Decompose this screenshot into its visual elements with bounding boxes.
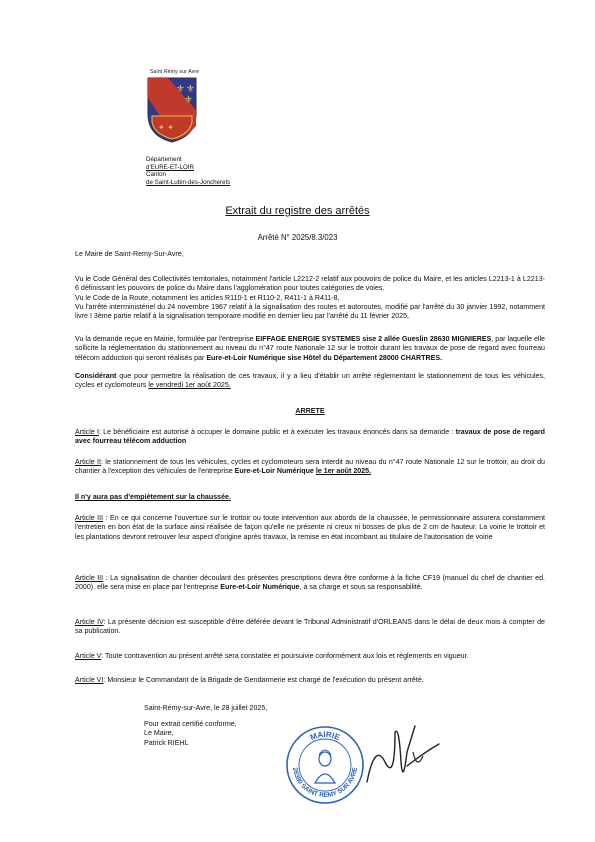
article-4 <box>75 618 545 637</box>
vu-section <box>75 275 545 321</box>
considerant-text: que pour permettre la réalisation de ces travaux, il y a lieu d'établir un arrêté réglementant le stationnement de tous les véhicules, cycles et cyclomoteurs <box>75 372 545 390</box>
dept-name: d'EURE-ET-LOIR <box>146 163 194 171</box>
article-4-text: : La présente décision est susceptible d'être déférée devant le Tribunal Administratif d'ORLEANS dans le délai de deux mois à compter de sa publication. <box>75 618 545 636</box>
article-3b-bold: Eure-et-Loir Numérique <box>220 583 300 592</box>
article-6-text: : Monsieur le Commandant de la Brigade de Gendarmerie est chargé de l'exécution du présent arrêté. <box>103 676 424 684</box>
article-2-label: Article II <box>75 458 101 466</box>
signature-block <box>144 704 267 748</box>
considerant-lead: Considérant <box>75 372 117 380</box>
canton-label: Canton <box>146 171 166 179</box>
company-name: EIFFAGE ENERGIE SYSTEMES sise 2 allée Gueslin 28630 MIGNIERES <box>255 335 492 343</box>
canton-name: de Saint-Lubin-des-Joncherets <box>146 178 231 186</box>
vu-paragraph: Vu le Code Général des Collectivités territoriales, notamment l'article L2212-2 relatif aux pouvoirs de police du Maire, et les articles L2213-1 à L2213-6 définissant les pouvoirs de police du Maire dans l'agglomération pour toutes catégories de voies. <box>75 275 545 293</box>
article-3 <box>75 514 545 542</box>
certified-text: Pour extrait certifié conforme, <box>144 720 237 729</box>
article-2-bold: Eure-et-Loir Numérique <box>234 467 314 476</box>
article-1-text: : Le bénéficiaire est autorisé à occuper le domaine public et à exécuter les travaux énoncés dans sa demande : <box>98 428 456 436</box>
article-1-label: Article I <box>75 428 99 436</box>
vu-demande-text: Vu la demande reçue en Mairie, formulée par l'entreprise <box>75 335 256 343</box>
dept-label: Département <box>146 156 182 163</box>
no-encroachment-note <box>75 493 545 502</box>
article-2-date: le 1er août 2025. <box>315 467 372 476</box>
svg-text:⚜: ⚜ <box>186 84 195 95</box>
article-3b-text: : La signalisation de chantier découlant des présentes prescriptions devra être conforme à la fiche CF19 (manuel du chef de chantier ed. 2000). elle sera mise en place par l'entreprise <box>75 574 545 592</box>
considerant-paragraph <box>75 372 545 391</box>
mairie-stamp <box>285 725 365 805</box>
department-block <box>146 156 230 186</box>
considerant-date: le vendredi 1er août 2025. <box>148 381 231 390</box>
mayor-role: Le Maire, <box>144 729 174 738</box>
stamp-top-text: MAIRIE <box>308 729 342 743</box>
svg-text:⚜: ⚜ <box>184 95 193 106</box>
article-3-label: Article III <box>75 514 104 522</box>
arrete-number: Arrêté N° 2025/8.3/023 <box>257 233 338 242</box>
svg-text:⚜: ⚜ <box>176 84 185 95</box>
document-title: Extrait du registre des arrêtés <box>225 205 370 217</box>
article-1 <box>75 428 545 447</box>
vu-paragraph: Vu le Code de la Route, notamment les articles R110-1 et R110-2, R411-1 à R411-8, <box>75 293 340 302</box>
arrete-heading-text: ARRETE <box>295 407 325 415</box>
article-2 <box>75 458 545 477</box>
stamp-bottom-text: 28380 SAINT REMY SUR AVRE <box>291 767 359 800</box>
intro-text: Le Maire de Saint-Remy-Sur-Avre, <box>75 250 184 258</box>
article-1-bold: travaux de pose de regard avec fourreau télécom adduction <box>75 428 546 446</box>
article-3b-end: , à sa charge et sous sa responsabilité. <box>299 583 423 592</box>
article-3-text: : En ce qui concerne l'ouverture sur le trottoir ou toute intervention aux abords de la chaussée, le permissionnaire assurera constamment l'entretien en bon état de la surface ainsi réalisée de façon qu'elle ne présente ni creux ni bosses de plus de 2 cm de hauteur. La voirie le trottoir et les plantations devront retrouver leur aspect d'origine après travaux, la remise en état incombant au titulaire de l'autorisation de voirie <box>75 514 546 541</box>
handwritten-signature <box>355 722 455 792</box>
vu-demande-paragraph <box>75 335 545 363</box>
article-5 <box>75 652 545 661</box>
arrete-heading <box>75 407 545 416</box>
svg-text:✦ ✦: ✦ ✦ <box>158 123 174 132</box>
article-3b-label: Article III <box>75 574 104 582</box>
article-6 <box>75 676 545 685</box>
vu-paragraph: Vu l'arrêté interministériel du 24 novembre 1967 relatif à la signalisation des routes et autoroutes, modifié par l'arrêté du 30 janvier 1992, notamment livre I 3ème partie relatif à la signalisation temporaire modifié en dernier lieu par l'arrêté du 11 février 2025, <box>75 302 545 321</box>
article-6-label: Article VI <box>75 676 104 684</box>
article-2-text: : le stationnement de tous les véhicules, cycles et cyclomoteurs sera interdit au niveau du n°47 route Nationale 12 sur le trottoir, au droit du chantier à l'exception des véhicules de l'entreprise <box>75 458 545 476</box>
vu-demande-text-2: , par laquelle elle sollicite la réglementation du stationnement au niveau du n°47 route Nationale 12 sur le trottoir durant les travaux de pose de regard avec fourreau télécom adduction qui seront réalisés par <box>75 335 545 362</box>
coat-of-arms-logo <box>146 76 198 144</box>
svg-text:MAIRIE <box>309 730 342 743</box>
article-4-label: Article IV <box>75 618 104 626</box>
article-3b <box>75 574 545 593</box>
article-5-label: Article V <box>75 652 102 660</box>
mayor-name: Patrick RIEHL <box>144 738 189 747</box>
article-5-text: : Toute contravention au présent arrêté sera constatée et poursuivie conformément aux lois et règlements en vigueur. <box>101 652 469 660</box>
no-encroachment-text: Il n'y aura pas d'empiètement sur la chaussée. <box>75 493 231 501</box>
place-date: Saint-Rémy-sur-Avre, le 28 juillet 2025, <box>144 704 268 712</box>
partner-name: Eure-et-Loir Numérique sise Hôtel du Département 28000 CHARTRES. <box>206 353 443 362</box>
crest-caption: Saint Rémy sur Avre <box>150 69 200 75</box>
